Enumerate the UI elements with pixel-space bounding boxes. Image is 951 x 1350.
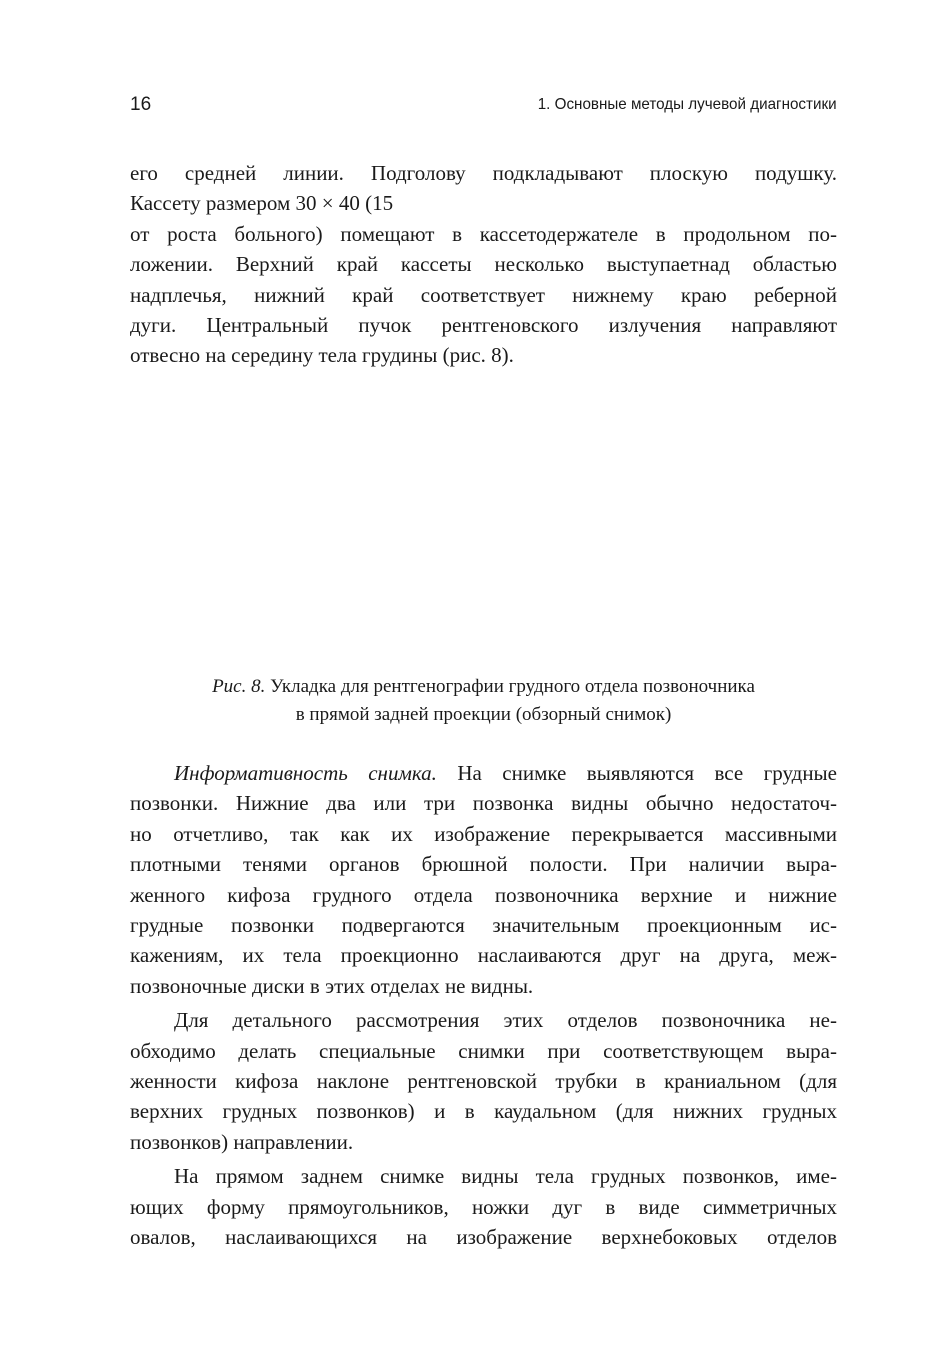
lead-phrase: Информативность снимка. — [174, 761, 437, 785]
text-line: позвоночные диски в этих отделах не видны. — [130, 973, 534, 998]
text-line: верхних грудных позвонков) и в каудальном (для нижних грудных — [130, 1099, 837, 1124]
text-line: ложении. Верхний край кассеты несколько выступаетнад областью — [130, 252, 837, 277]
paragraph — [130, 758, 837, 1001]
text-line: обходимо делать специальные снимки при соответствующем выра- — [130, 1038, 837, 1063]
text-line: от роста больного) помещают в кассетодержателе в продольном по- — [130, 221, 837, 246]
figure-label: Рис. 8. — [212, 676, 266, 697]
text-line: кажениям, их тела проекционно наслаиваются друг на друга, меж- — [130, 943, 837, 968]
text-line: отвесно на середину тела грудины (рис. 8). — [130, 343, 514, 368]
text-line: грудные позвонки подвергаются значительным проекционным ис- — [130, 913, 837, 938]
figure-placeholder — [130, 380, 837, 660]
text-fragment: На снимке выявляются все грудные — [436, 761, 837, 785]
text-line: Кассету размером 30 × 40 (15 — [130, 191, 394, 216]
text-line: ющих форму прямоугольников, ножки дуг в виде симметричных — [130, 1194, 837, 1219]
text-line: позвонков) направлении. — [130, 1129, 354, 1154]
text-line: плотными тенями органов брюшной полости. При наличии выра- — [130, 852, 837, 877]
top-paragraph — [130, 158, 837, 371]
paragraph — [130, 1161, 837, 1252]
page-number: 16 — [130, 94, 152, 115]
text-line: дуги. Центральный пучок рентгеновского излучения направляют — [130, 313, 837, 338]
running-head: 1. Основные методы лучевой диагностики — [538, 96, 837, 113]
text-line: женного кифоза грудного отдела позвоночника верхние и нижние — [130, 882, 837, 907]
text-line: овалов, наслаивающихся на изображение верхнебоковых отделов — [130, 1225, 837, 1250]
text-line: женности кифоза наклоне рентгеновской трубки в краниальном (для — [130, 1069, 837, 1094]
text-line: надплечья, нижний край соответствует нижнему краю реберной — [130, 282, 837, 307]
text-line — [130, 758, 837, 788]
body-text — [130, 758, 837, 1253]
paragraph — [130, 1005, 837, 1157]
text-line: его средней линии. Подголову подкладывают плоскую подушку. — [130, 161, 837, 185]
figure-caption — [130, 673, 837, 729]
caption-line: Укладка для рентгенографии грудного отдела позвоночника — [270, 676, 755, 697]
text-line: позвонки. Нижние два или три позвонка видны обычно недостаточ- — [130, 791, 837, 816]
caption-line: в прямой задней проекции (обзорный снимок) — [295, 704, 672, 725]
text-line: Для детального рассмотрения этих отделов позвоночника не- — [174, 1008, 837, 1033]
text-line: но отчетливо, так как их изображение перекрывается массивными — [130, 821, 837, 846]
text-line: На прямом заднем снимке видны тела грудных позвонков, име- — [174, 1164, 837, 1189]
